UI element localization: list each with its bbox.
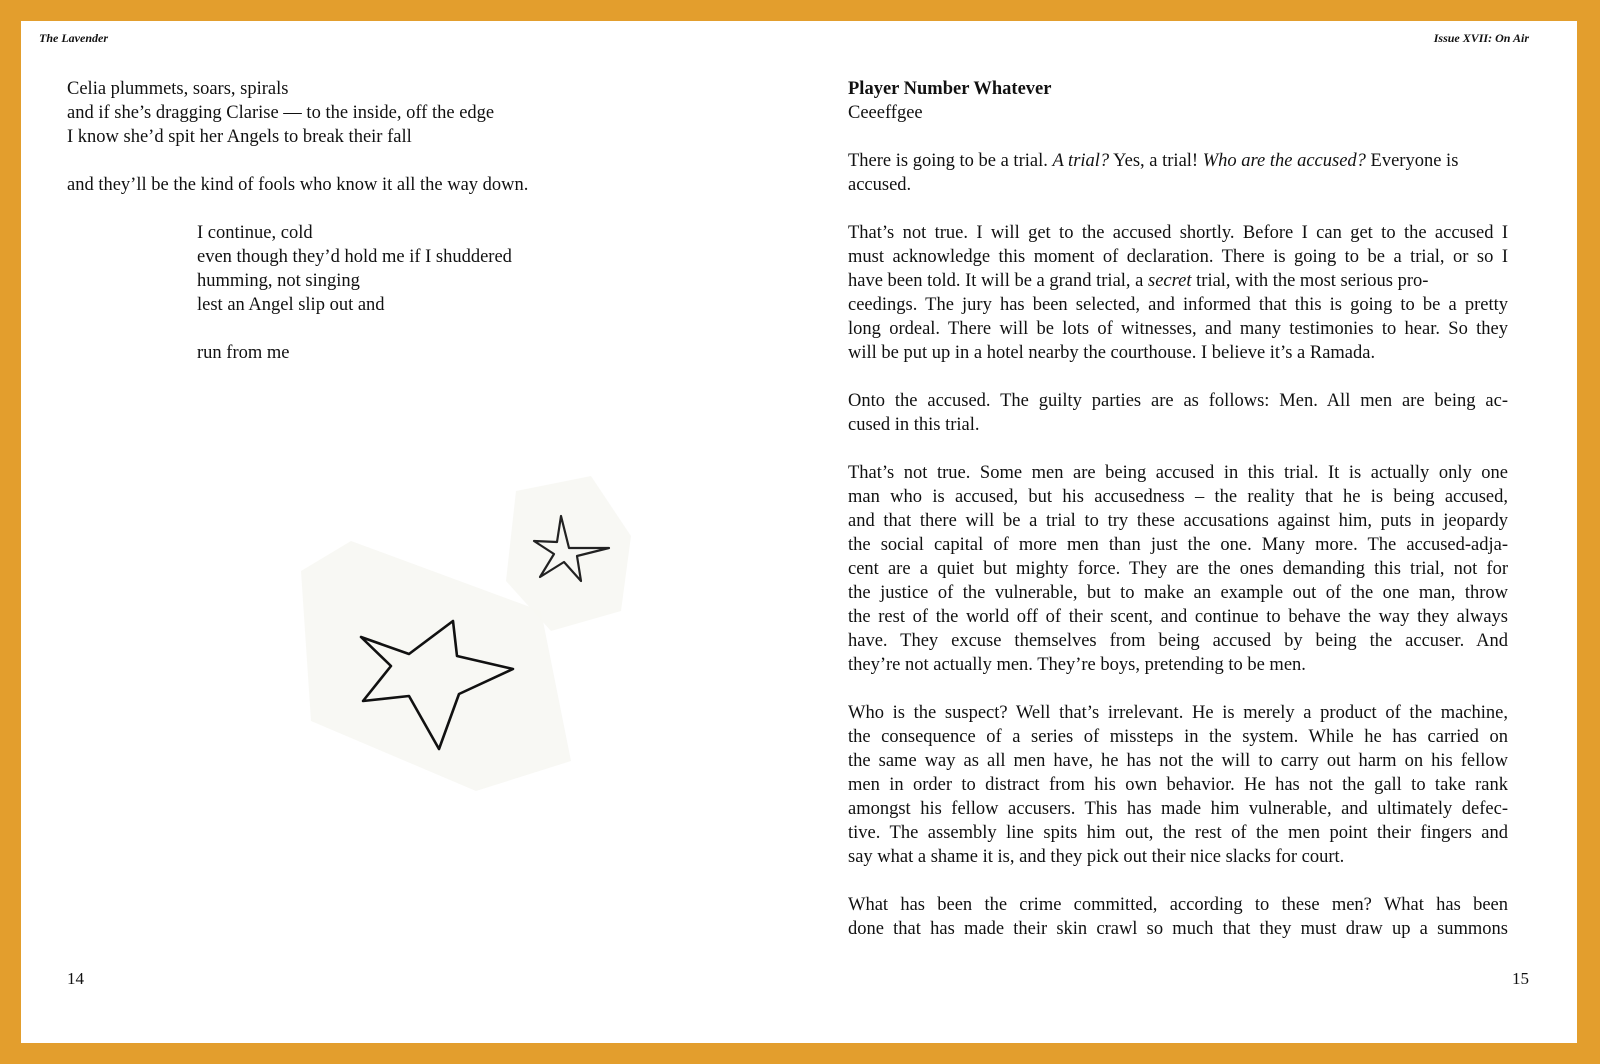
paragraph-line: accused. <box>848 175 912 195</box>
paper-scrap <box>301 476 631 791</box>
stars-illustration <box>291 451 671 791</box>
poem-line: I continue, cold <box>197 223 313 243</box>
article-author: Ceeeffgee <box>848 103 923 123</box>
paragraph <box>848 221 1508 365</box>
paragraph-line <box>848 149 1508 173</box>
paragraph-line: and that there will be a trial to try these accusations against him, puts in jeopardy <box>848 511 1508 531</box>
paragraph-line: That’s not true. I will get to the accused shortly. Before I can get to the accused I <box>848 223 1508 243</box>
italic-text: A trial? <box>1052 151 1110 171</box>
paragraph <box>848 461 1508 677</box>
paragraph <box>848 149 1508 197</box>
poem-line: run from me <box>197 343 290 363</box>
poem-stanza <box>67 173 767 197</box>
issue-title: Issue XVII: On Air <box>1433 31 1529 45</box>
paragraph-line: Onto the accused. The guilty parties are as follows: Men. All men are being ac- <box>848 391 1508 411</box>
paragraph-line: ceedings. The jury has been selected, and informed that this is going to be a pretty <box>848 295 1508 315</box>
paragraph-line: the social capital of more men than just the one. Many more. The accused-adja- <box>848 535 1508 555</box>
paragraph-line: cent are a quiet but mighty force. They are the ones demanding this trial, not for <box>848 559 1508 579</box>
paragraph-line: men in order to distract from his own behavior. He has not the gall to take rank <box>848 775 1508 795</box>
poem-line: Celia plummets, soars, spirals <box>67 79 289 99</box>
text-run: Yes, a trial! <box>1109 151 1203 171</box>
poem-line: and if she’s dragging Clarise — to the inside, off the edge <box>67 103 495 123</box>
magazine-spread <box>21 21 1577 1043</box>
paragraph-line: the same way as all men have, he has not the will to carry out harm on his fellow <box>848 751 1508 771</box>
paragraph <box>848 893 1508 941</box>
text-run: have been told. It will be a grand trial, a <box>848 271 1149 291</box>
paragraph-line: say what a shame it is, and they pick out their nice slacks for court. <box>848 847 1345 867</box>
poem-line: lest an Angel slip out and <box>197 295 385 315</box>
article-title: Player Number Whatever <box>848 79 1052 99</box>
paragraph <box>848 389 1508 437</box>
page-number-left: 14 <box>67 969 84 988</box>
publication-title: The Lavender <box>39 31 108 45</box>
italic-text: secret <box>1148 271 1192 291</box>
paragraph-line: man who is accused, but his accusedness – the reality that he is being accused, <box>848 487 1508 507</box>
text-run: Everyone is <box>1365 151 1459 171</box>
poem <box>67 77 767 389</box>
text-run: There is going to be a trial. <box>848 151 1053 171</box>
paragraph-line: will be put up in a hotel nearby the courthouse. I believe it’s a Ramada. <box>848 343 1376 363</box>
paragraph-line: the justice of the vulnerable, but to make an example out of the one man, throw <box>848 583 1508 603</box>
paragraph <box>848 701 1508 869</box>
article <box>848 77 1508 965</box>
poem-line: humming, not singing <box>197 271 360 291</box>
paragraph-line: must acknowledge this moment of declaration. There is going to be a trial, or so I <box>848 247 1508 267</box>
poem-line: I know she’d spit her Angels to break their fall <box>67 127 412 147</box>
poem-line: and they’ll be the kind of fools who know it all the way down. <box>67 175 529 195</box>
paragraph-line: the consequence of a series of missteps in the system. While he has carried on <box>848 727 1508 747</box>
paragraph-line: long ordeal. There will be lots of witnesses, and many testimonies to hear. So they <box>848 319 1508 339</box>
paragraph-line: they’re not actually men. They’re boys, pretending to be men. <box>848 655 1306 675</box>
paragraph-line: What has been the crime committed, according to these men? What has been <box>848 895 1508 915</box>
poem-stanza <box>197 221 767 317</box>
paragraph-line <box>848 269 1508 293</box>
poem-stanza <box>67 77 767 149</box>
paragraph-line: have. They excuse themselves from being accused by being the accuser. And <box>848 631 1508 651</box>
paragraph-line: tive. The assembly line spits him out, the rest of the men point their fingers and <box>848 823 1508 843</box>
paragraph-line: cused in this trial. <box>848 415 980 435</box>
paragraph-line: done that has made their skin crawl so much that they must draw up a summons <box>848 919 1508 939</box>
paragraph-line: amongst his fellow accusers. This has made him vulnerable, and ultimately defec- <box>848 799 1508 819</box>
italic-text: Who are the accused? <box>1202 151 1366 171</box>
page-number-right: 15 <box>1512 969 1529 988</box>
poem-line: even though they’d hold me if I shuddered <box>197 247 512 267</box>
text-run: trial, with the most serious pro- <box>1191 271 1429 291</box>
poem-stanza <box>197 341 767 365</box>
paragraph-line: the rest of the world off of their scent, and continue to behave the way they always <box>848 607 1508 627</box>
paragraph-line: That’s not true. Some men are being accused in this trial. It is actually only one <box>848 463 1508 483</box>
paragraph-line: Who is the suspect? Well that’s irrelevant. He is merely a product of the machine, <box>848 703 1508 723</box>
